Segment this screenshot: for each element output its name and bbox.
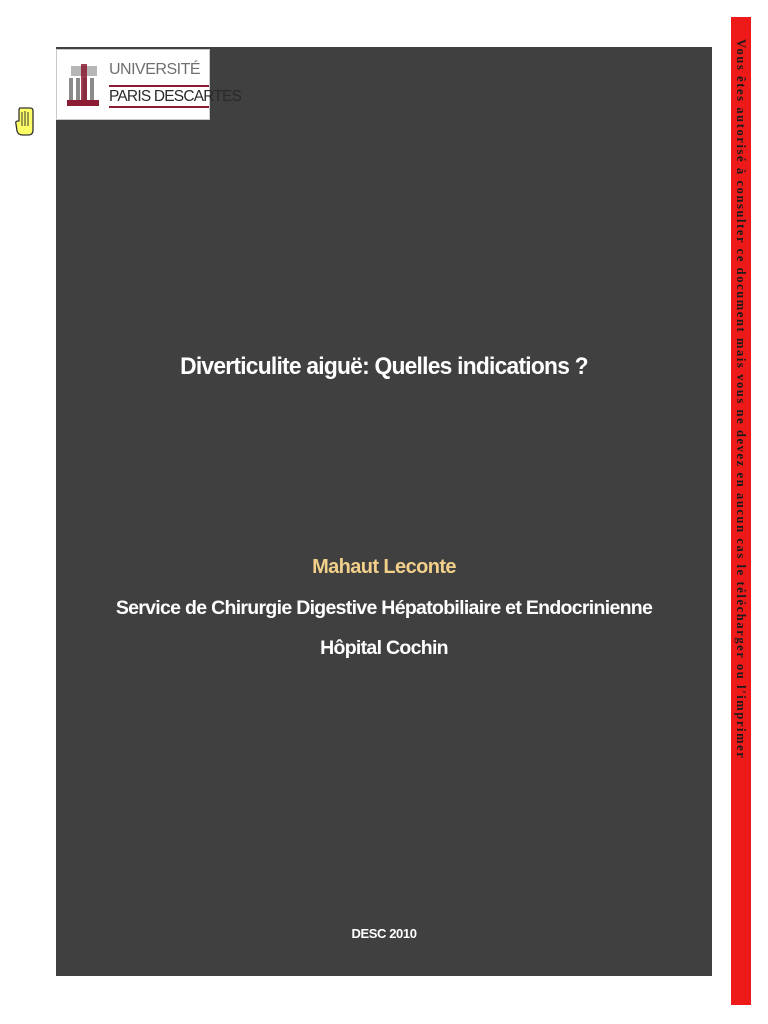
logo-line-2: PARIS DESCARTES <box>109 85 209 108</box>
logo-line-1: UNIVERSITÉ <box>109 61 201 78</box>
footer-label: DESC 2010 <box>351 926 417 941</box>
hospital-name: Hôpital Cochin <box>320 637 448 659</box>
sticky-note-icon[interactable] <box>14 106 36 138</box>
copyright-notice-text: Vous êtes autorisé à consulter ce document mais vous ne devez en aucun cas le télécharger ou l'imprimer <box>734 39 748 760</box>
copyright-notice-bar <box>731 17 751 1005</box>
university-logo <box>56 49 242 120</box>
title-slide <box>56 47 712 976</box>
author-name: Mahaut Leconte <box>312 556 456 578</box>
university-emblem-icon <box>61 56 107 116</box>
service-name: Service de Chirurgie Digestive Hépatobiliaire et Endocrinienne <box>115 597 653 619</box>
slide-title: Diverticulite aiguë: Quelles indications ? <box>180 353 588 380</box>
